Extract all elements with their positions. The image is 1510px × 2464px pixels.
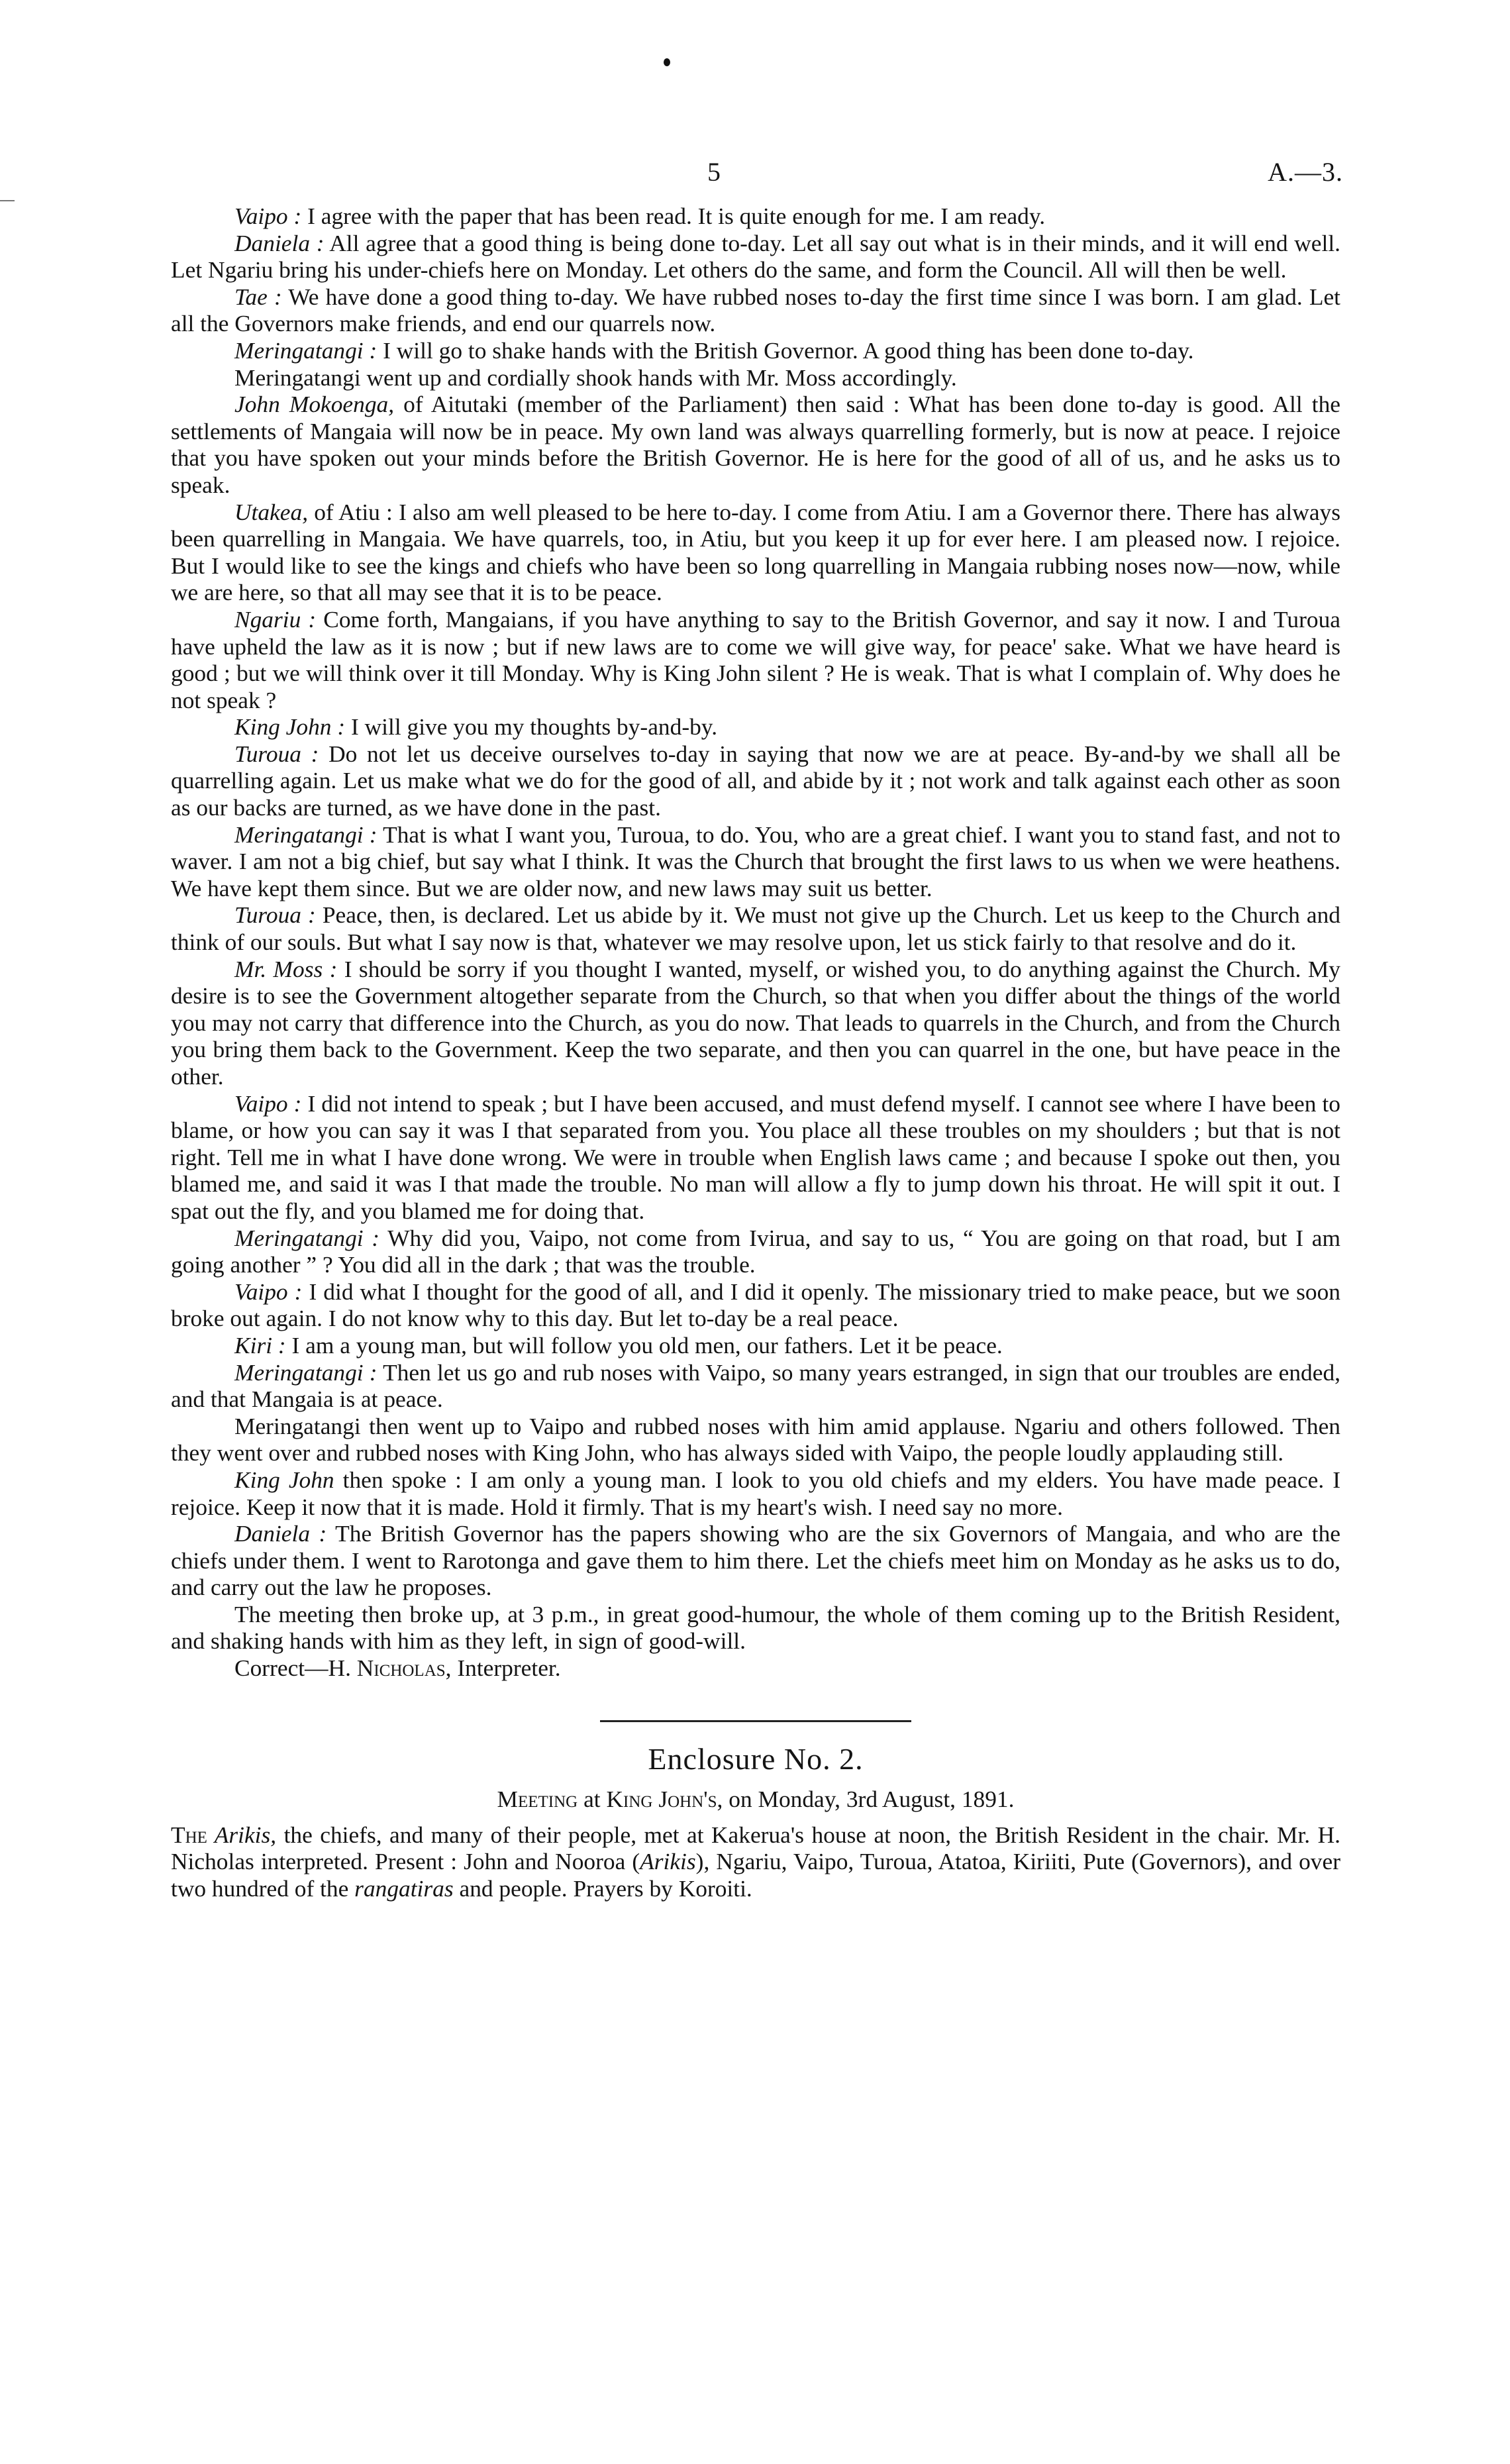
paragraph: [171, 956, 1340, 1090]
enclosure-text: ), Ngariu, Vaipo, Turoua, Atatoa, Kiriiti, Pute (Governors), and over two hundred of the: [171, 1848, 1340, 1902]
lead-word: The: [171, 1821, 207, 1848]
paragraph: [171, 901, 1340, 955]
meeting-heading: [171, 1784, 1340, 1814]
paragraph: [171, 499, 1340, 606]
speech: We have done a good thing to-day. We have rubbed noses to-day the first time since I was born. I am glad. Let all the Governors make friends, and end our quarrels now.: [171, 283, 1340, 337]
paragraph: [171, 713, 1340, 741]
speaker: Vaipo :: [234, 1278, 303, 1305]
meeting-date: , on Monday, 3rd August, 1891.: [717, 1785, 1015, 1812]
speech: Do not let us deceive ourselves to-day in saying that now we are at peace. By-and-by we shall all be quarrelling again. Let us make what we do for the good of all, and abide by it ; not work and talk against each other as soon as our backs are turned, as we have done in the past.: [171, 740, 1340, 821]
paragraph: [171, 1601, 1340, 1655]
paragraph: [171, 741, 1340, 821]
paragraph: [171, 1520, 1340, 1601]
enclosure-section: [171, 1741, 1340, 1902]
speech: I did what I thought for the good of all, and I did it openly. The missionary tried to make peace, but we soon broke out again. I do not know why to this day. But let to-day be a real peace.: [171, 1278, 1340, 1332]
paragraph: [171, 1359, 1340, 1413]
speaker: Mr. Moss :: [234, 955, 338, 982]
speaker: Vaipo :: [234, 1090, 302, 1117]
document-page: [171, 156, 1343, 1902]
paragraph: [171, 1278, 1340, 1332]
minutes-body: [171, 203, 1340, 1682]
signoff-prefix: Correct—H.: [234, 1655, 357, 1682]
speaker: Vaipo :: [234, 203, 302, 229]
speech: Come forth, Mangaians, if you have anything to say to the British Governor, and say it now. I and Turoua have upheld the law as it is now ; but if new laws are to come we will give way, for peace' sake. What we have heard is good ; but we will think over it till Monday. Why is King John silent ? He is weak. That is what I complain of. Why does he not speak ?: [171, 605, 1340, 713]
speaker: King John :: [234, 713, 346, 741]
speaker: Ngariu :: [234, 605, 317, 633]
speaker: John Mokoenga,: [234, 391, 395, 418]
speech: I agree with the paper that has been read. It is quite enough for me. I am ready.: [301, 203, 1046, 229]
page-number: 5: [707, 157, 721, 187]
enclosure-text: and people. Prayers by Koroiti.: [453, 1874, 752, 1902]
speech: then spoke : I am only a young man. I look to you old chiefs and my elders. You have made peace. I rejoice. Keep it now that it is made. Hold it firmly. That is my heart's wish. I need say no more.: [171, 1466, 1340, 1520]
paragraph: [171, 1413, 1340, 1466]
paragraph: [171, 203, 1340, 230]
speech: I will go to shake hands with the British Governor. A good thing has been done to-day.: [377, 336, 1194, 364]
speech: of Aitutaki (member of the Parliament) then said : What has been done to-day is good. All the settlements of Mangaia will now be in peace. My own land was always quarrelling formerly, but is now at peace. I rejoice that you have spoken out your minds before the British Governor. He is here for the good of all of us, and he asks us to speak.: [171, 391, 1340, 498]
section-divider: [600, 1720, 911, 1722]
paragraph: [171, 821, 1340, 902]
arikis-term: Arikis: [640, 1848, 696, 1875]
enclosure-paragraph: [171, 1822, 1340, 1902]
speaker: Meringatangi :: [234, 1359, 377, 1386]
speech: All agree that a good thing is being done to-day. Let all say out what is in their minds, and it will end well. Let Ngariu bring his under-chiefs here on Monday. Let others do the same, and form the Council. All will then be well.: [171, 229, 1341, 283]
enclosure-text: the chiefs, and many of their people, met at Kakerua's house at noon, the British Resident in the chair. Mr. H. Nicholas interpreted. Present : John and Nooroa (: [171, 1821, 1340, 1875]
speaker: Turoua :: [234, 901, 316, 929]
speaker: Meringatangi :: [234, 1224, 380, 1251]
speaker: Meringatangi :: [234, 821, 377, 848]
speech: of Atiu : I also am well pleased to be here to-day. I come from Atiu. I am a Governor there. There has always been quarrelling in Mangaia. We have quarrels, too, in Atiu, but you keep it up for ever here. I am pleased now. I rejoice. But I would like to see the kings and chiefs who have been so long quarrelling in Mangaia rubbing noses now—now, while we are here, so that all may see that it is to be peace.: [171, 498, 1340, 606]
document-reference: A.—3.: [1268, 157, 1343, 187]
speech: Peace, then, is declared. Let us abide by it. We must not give up the Church. Let us keep to the Church and think of our souls. But what I say now is that, whatever we may resolve upon, let us stick fairly to that resolve and do it.: [171, 901, 1340, 956]
speech: Why did you, Vaipo, not come from Ivirua, and say to us, “ You are going on that road, but I am going another ” ? You did all in the dark ; that was the trouble.: [171, 1224, 1340, 1278]
paragraph: [171, 1090, 1340, 1225]
paragraph: [171, 1225, 1340, 1278]
speech: I am a young man, but will follow you old men, our fathers. Let it be peace.: [285, 1331, 1003, 1359]
speaker: Daniela :: [234, 229, 325, 256]
paragraph: [171, 1332, 1340, 1359]
signoff: [171, 1655, 1340, 1682]
paragraph: [171, 337, 1340, 364]
speech: I did not intend to speak ; but I have been accused, and must defend myself. I cannot see where I have been to blame, or how you can say it was I that separated from you. You place all these troubles on my shoulders ; but that is not right. Tell me in what I have done wrong. We were in trouble when English laws came ; and because I spoke out then, you blamed me, and said it was I that made the trouble. No man will allow a fly to jump down his throat. He will spit it out. I spat out the fly, and you blamed me for doing that.: [171, 1090, 1341, 1224]
paragraph: [171, 606, 1340, 713]
paragraph: [171, 391, 1340, 498]
speaker: Tae :: [234, 283, 282, 310]
page-header: [171, 156, 1343, 203]
speech: That is what I want you, Turoua, to do. You, who are a great chief. I want you to stand fast, and not to waver. I am not a big chief, but say what I think. It was the Church that brought the first laws to us when we were heathens. We have kept them since. But we are older now, and new laws may suit us better.: [171, 821, 1341, 901]
speech: Then let us go and rub noses with Vaipo, so many years estranged, in sign that our troubles are ended, and that Mangaia is at peace.: [171, 1359, 1340, 1413]
enclosure-title: Enclosure No. 2.: [648, 1741, 864, 1776]
speech: The meeting then broke up, at 3 p.m., in great good-humour, the whole of them coming up to the British Resident, and shaking hands with him as they left, in sign of good-will.: [171, 1600, 1340, 1655]
meeting-word: Meeting: [497, 1785, 578, 1812]
arikis-term: Arikis,: [207, 1821, 277, 1848]
speaker: Daniela :: [234, 1520, 327, 1547]
rangatiras-term: rangatiras: [354, 1874, 454, 1902]
margin-mark: [0, 200, 15, 201]
paragraph: [171, 230, 1340, 283]
paragraph: [171, 283, 1340, 337]
speech: I should be sorry if you thought I wanted, myself, or wished you, to do anything against the Church. My desire is to see the Government altogether separate from the Church, so that when you differ about the things of the world you may not carry that difference into the Church, as you do now. That leads to quarrels in the Church, and from the Church you bring them back to the Government. Keep the two separate, and then you can quarrel in the one, but have peace in the other.: [171, 955, 1340, 1090]
signoff-suffix: , Interpreter.: [445, 1655, 561, 1682]
speaker: King John: [234, 1466, 334, 1493]
meeting-place: King John's: [606, 1785, 717, 1812]
speaker: Turoua :: [234, 740, 319, 767]
speech: The British Governor has the papers showing who are the six Governors of Mangaia, and who are the chiefs under them. I went to Rarotonga and gave them to him there. Let the chiefs meet him on Monday as he asks us to do, and carry out the law he proposes.: [171, 1520, 1341, 1601]
speech: Meringatangi then went up to Vaipo and rubbed noses with him amid applause. Ngariu and others followed. Then they went over and rubbed noses with King John, who has always sided with Vaipo, the people loudly applauding still.: [171, 1412, 1340, 1466]
meeting-mid: at: [578, 1785, 607, 1812]
page-speck: [664, 58, 670, 66]
speech: Meringatangi went up and cordially shook hands with Mr. Moss accordingly.: [234, 364, 957, 391]
speech: I will give you my thoughts by-and-by.: [345, 713, 718, 741]
speaker: Kiri :: [234, 1331, 286, 1359]
speaker: Meringatangi :: [234, 336, 377, 364]
interpreter-name: Nicholas: [356, 1655, 446, 1682]
paragraph: [171, 1466, 1340, 1520]
paragraph: [171, 364, 1340, 391]
speaker: Utakea,: [234, 498, 309, 525]
